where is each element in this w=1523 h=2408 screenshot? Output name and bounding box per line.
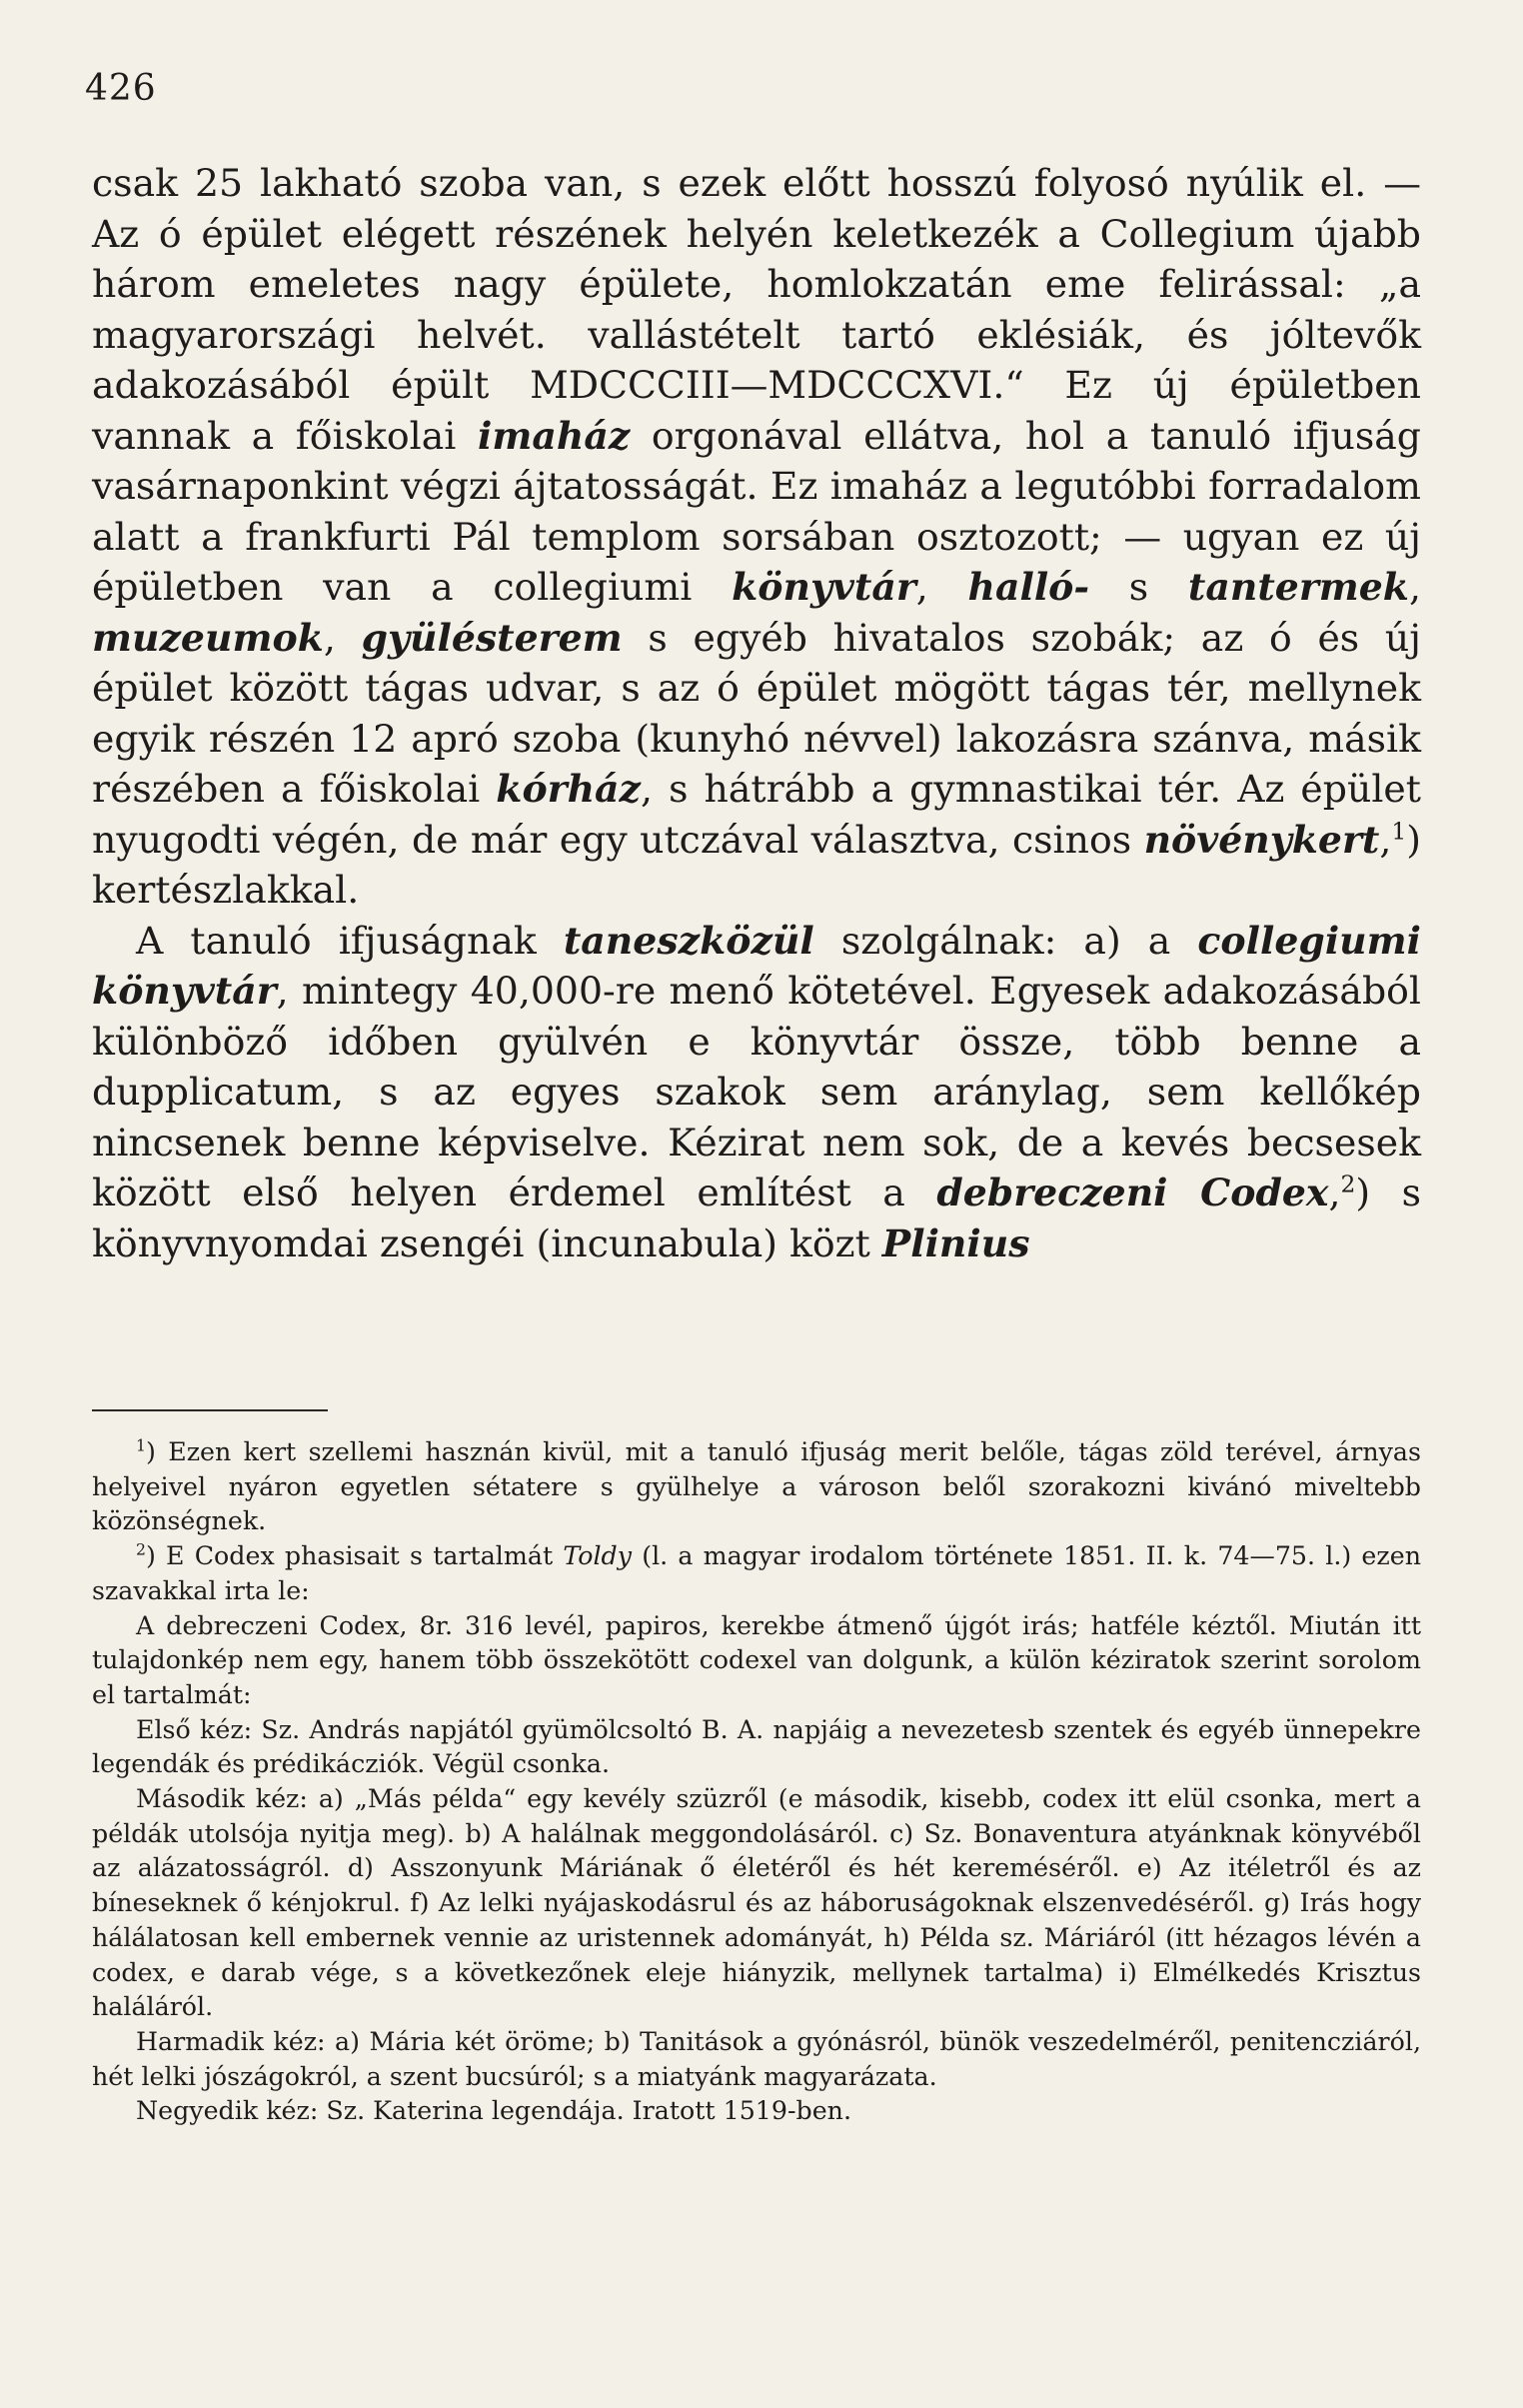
emphasis-text: kórház (496, 767, 642, 811)
text-run: Negyedik kéz: Sz. Katerina legendája. Iratott 1519-ben. (136, 2096, 852, 2126)
footnote-3 (92, 1609, 1421, 1713)
emphasis-text: gyülésterem (361, 615, 623, 660)
emphasis-text: halló- (967, 565, 1090, 609)
text-run: , (323, 615, 362, 660)
text-run: Első kéz: Sz. András napjától gyümölcsoltó B. A. napjáig a nevezetesb szentek és egyéb ünnepekre legendák és prédikácziók. Végül csonka. (92, 1714, 1421, 1779)
footnotes (92, 1435, 1421, 2129)
text-run: ) E Codex phasisait s tartalmát (145, 1541, 564, 1571)
footnote-marker: 1 (136, 1435, 146, 1455)
text-run: , mintegy 40,000-re menő kötetével. Egyesek adakozásából különböző időben gyülvén e könyvtár össze, több benne a dupplicatum, s az egyes szakok sem aránylag, sem kellőkép nincsenek benne képviselve. Kézirat nem sok, de a kevés becsesek között első helyen érdemel említést a (92, 969, 1421, 1214)
emphasis-text: tantermek (1187, 565, 1409, 609)
footnote-marker: 2 (136, 1539, 146, 1559)
text-run: orgonával ellátva, hol a tanuló ifjuság vasárnaponkint végzi ájtatosságát. Ez imaház a legutóbbi forradalom alatt a frankfurti Pál templom sorsában osztozott; — ugyan ez új épületben van a collegiumi (92, 413, 1421, 609)
main-text (92, 158, 1421, 1268)
emphasis-text: Toldy (563, 1541, 633, 1571)
page-number: 426 (85, 68, 157, 109)
text-run: , s hátrább a gymnastikai tér. Az épület nyugodti végén, de már egy utczával választva, csinos (92, 767, 1421, 862)
emphasis-text: collegiumi könyvtár (92, 918, 1422, 1013)
footnote-7 (92, 2094, 1421, 2129)
footnote-5 (92, 1782, 1421, 2025)
footnote-marker: 1 (1391, 816, 1407, 845)
text-run: s (1089, 565, 1188, 609)
emphasis-text: Plinius (881, 1220, 1030, 1265)
emphasis-text: imaház (478, 413, 631, 458)
emphasis-text: taneszközül (563, 918, 814, 963)
paragraph-1 (92, 158, 1421, 916)
footnote-1 (92, 1435, 1421, 1539)
footnote-6 (92, 2025, 1421, 2094)
footnote-marker: 2 (1340, 1170, 1356, 1199)
text-run: Harmadik kéz: a) Mária két öröme; b) Tanitások a gyónásról, bünök veszedelméről, penitencziáról, hét lelki jószágokról, a szent bucsúról; s a miatyánk magyarázata. (92, 2026, 1421, 2091)
text-run: Második kéz: a) „Más példa“ egy kevély szüzről (e második, kisebb, codex itt elül csonka, mert a példák utolsója nyitja meg). b) A halálnak meggondolásáról. c) Sz. Bonaventura atyánknak könyvéből az alázatosságról. d) Asszonyunk Máriának ő életéről és hét kereméséről. e) Az itéletről és az bíneseknek ő kénjokrul. f) Az lelki nyájaskodásrul és az háboruságoknak elszenvedéséről. g) Irás hogy hálálatosan kell embernek vennie az uristennek adományát, h) Példa sz. Máriáról (itt hézagos lévén a codex, e darab vége, s a következőnek eleje hiányzik, mellynek tartalma) i) Elmélkedés Krisztus haláláról. (92, 1784, 1421, 2022)
text-run: , (1408, 565, 1421, 609)
paragraph-2 (92, 916, 1421, 1269)
emphasis-text: debreczeni Codex (936, 1171, 1329, 1214)
text-run: csak 25 lakható szoba van, s ezek előtt hosszú folyosó nyúlik el. — Az ó épület elégett részének helyén keletkezék a Collegium újabb három emeletes nagy épülete, homlokzatán eme felirással: „a magyarországi helvét. vallástételt tartó eklésiák, és jóltevők adakozásából épült MDCCCIII—MDCCCXVI.“ Ez új épületben vannak a főiskolai (92, 161, 1421, 458)
footnote-2 (92, 1539, 1421, 1608)
text-run: ) s könyvnyomdai zsengéi (incunabula) közt (92, 1171, 1421, 1265)
text-run: ) kertészlakkal. (92, 817, 1421, 912)
footnote-rule (92, 1409, 328, 1411)
text-run: A tanuló ifjuságnak (136, 918, 564, 963)
text-run: , (915, 565, 968, 609)
text-run: A debreczeni Codex, 8r. 316 levél, papiros, kerekbe átmenő újgót irás; hatféle kéztől. Miután itt tulajdonkép nem egy, hanem több összekötött codexel van dolgunk, a külön kéziratok szerint sorolom el tartalmát: (92, 1610, 1421, 1709)
text-run: (l. a magyar irodalom története 1851. II. k. 74—75. l.) ezen szavakkal irta le: (92, 1541, 1421, 1605)
emphasis-text: növénykert (1143, 817, 1380, 862)
emphasis-text: muzeumok (92, 615, 324, 660)
emphasis-text: könyvtár (732, 565, 916, 609)
text-run: , (1328, 1171, 1341, 1214)
text-run: szolgálnak: a) a (813, 918, 1198, 963)
footnote-4 (92, 1713, 1421, 1782)
text-run: ) Ezen kert szellemi hasznán kivül, mit a tanuló ifjuság merit belőle, tágas zöld terével, árnyas helyeivel nyáron egyetlen sétatere s gyülhelye a városon belől szorakozni kivánó miveltebb közönségnek. (92, 1437, 1421, 1536)
text-run: s egyéb hivatalos szobák; az ó és új épület között tágas udvar, s az ó épület mögött tágas tér, mellynek egyik részén 12 apró szoba (kunyhó névvel) lakozásra szánva, másik részében a főiskolai (92, 615, 1421, 811)
text-run: , (1379, 817, 1392, 862)
